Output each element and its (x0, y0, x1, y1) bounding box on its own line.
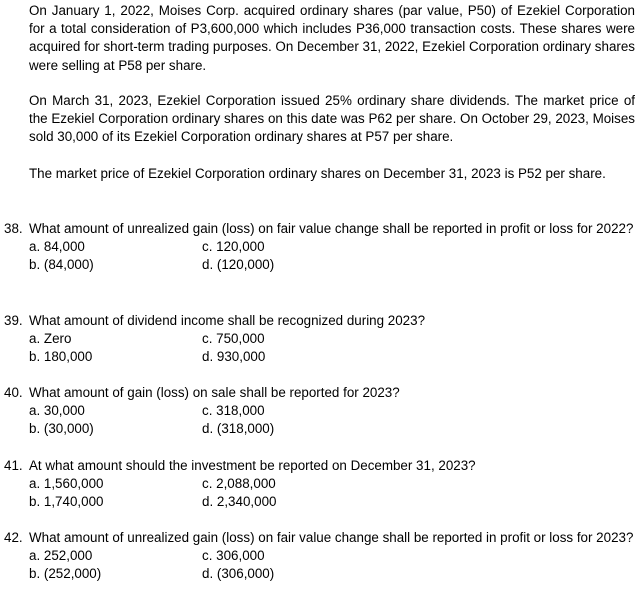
choice-d: d. 930,000 (202, 349, 266, 365)
choice-b: b. 180,000 (29, 349, 93, 365)
choice-d: d. 2,340,000 (202, 494, 277, 510)
choice-a: a. 30,000 (29, 403, 85, 419)
choice-b: b. (252,000) (29, 566, 102, 582)
question-stem (4, 384, 634, 402)
question-text: What amount of unrealized gain (loss) on fair value change shall be reported in profit or loss for 2023? (29, 530, 634, 545)
question-39 (4, 312, 634, 367)
choice-a: a. 1,560,000 (29, 476, 104, 492)
answer-choices (29, 547, 634, 583)
choice-c: c. 318,000 (202, 403, 265, 419)
question-text: What amount of gain (loss) on sale shall be reported for 2023? (29, 385, 400, 400)
question-stem (4, 220, 634, 238)
question-42 (4, 529, 634, 584)
choice-b: b. (30,000) (29, 421, 94, 437)
answer-choices (29, 330, 634, 366)
question-40 (4, 384, 634, 439)
choice-c: c. 120,000 (202, 239, 265, 255)
question-41 (4, 457, 634, 512)
choice-d: d. (120,000) (202, 257, 275, 273)
problem-paragraph-3: The market price of Ezekiel Corporation ordinary shares on December 31, 2023 is P52 per share. (29, 166, 606, 181)
choice-b: b. (84,000) (29, 257, 94, 273)
question-38 (4, 220, 634, 275)
choice-a: a. Zero (29, 331, 72, 347)
choice-d: d. (318,000) (202, 421, 275, 437)
question-number: 41. (4, 458, 23, 473)
question-text: What amount of dividend income shall be recognized during 2023? (29, 313, 426, 328)
choice-c: c. 306,000 (202, 548, 265, 564)
problem-paragraph-1: On January 1, 2022, Moises Corp. acquired ordinary shares (par value, P50) of Ezekiel Corporation for a total consideration of P3,600,000 which includes P36,000 transaction costs. These shares were acquired for short-term trading purposes. On December 31, 2022, Ezekiel Corporation ordinary shares were selling at P58 per share. (29, 3, 635, 73)
question-number: 38. (4, 221, 23, 236)
question-number: 40. (4, 385, 23, 400)
question-text: What amount of unrealized gain (loss) on fair value change shall be reported in profit or loss for 2022? (29, 221, 634, 236)
question-stem (4, 457, 634, 475)
question-stem (4, 312, 634, 330)
choice-c: c. 2,088,000 (202, 476, 276, 492)
choice-c: c. 750,000 (202, 331, 265, 347)
choice-a: a. 252,000 (29, 548, 93, 564)
choice-a: a. 84,000 (29, 239, 85, 255)
answer-choices (29, 402, 634, 438)
choice-d: d. (306,000) (202, 566, 275, 582)
question-text: At what amount should the investment be reported on December 31, 2023? (29, 458, 476, 473)
answer-choices (29, 238, 634, 274)
choice-b: b. 1,740,000 (29, 494, 104, 510)
question-stem (4, 529, 634, 547)
problem-paragraph-2: On March 31, 2023, Ezekiel Corporation issued 25% ordinary share dividends. The market price of the Ezekiel Corporation ordinary shares on this date was P62 per share. On October 29, 2023, Moises sold 30,000 of its Ezekiel Corporation ordinary shares at P57 per share. (29, 93, 635, 145)
question-number: 39. (4, 313, 23, 328)
answer-choices (29, 475, 634, 511)
question-number: 42. (4, 530, 23, 545)
